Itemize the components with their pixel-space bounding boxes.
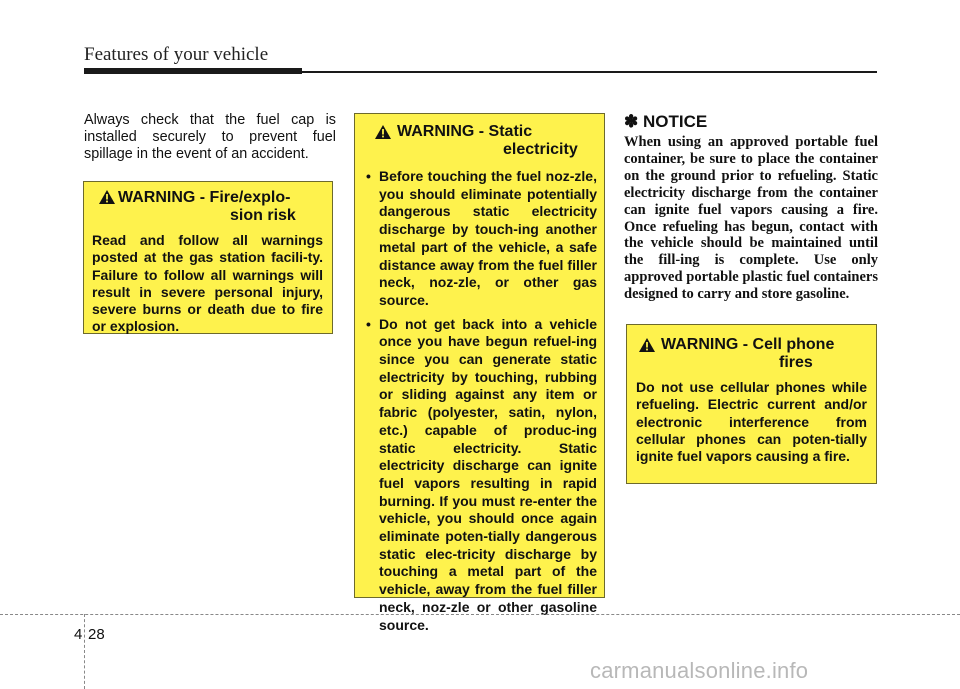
footer-rule — [0, 614, 960, 615]
warning-static-header — [363, 123, 597, 159]
warning-box-phone — [626, 324, 877, 484]
warning-fire-title-line1: - Fire/explo- — [199, 189, 291, 206]
warning-phone-body: Do not use cellular phones while refueling. Electric current and/or electronic interference from cellular phones can poten-tially ignite fuel vapors causing a fire. — [636, 379, 867, 465]
warning-fire-label: WARNING — [118, 189, 196, 206]
page-section-number: 4 — [74, 626, 83, 643]
notice-body: When using an approved portable fuel container, be sure to place the container on the ground prior to refueling. Static electricity discharge from the container can ignite fuel vapors causing a fire. Once refueling has begun, contact with the vehicle should be maintained until the fill-ing is complete. Use only approved portable plastic fuel containers designed to carry and store gasoline. — [624, 134, 878, 303]
warning-static-item: • Before touching the fuel noz-zle, you should eliminate potentially dangerous static electricity discharge by touch-ing another metal part of the vehicle, a safe distance away from the fuel filler neck, noz-zle, or other gas source. — [363, 168, 597, 310]
warning-phone-title-line2: fires — [779, 354, 813, 371]
warning-static-title-line2: electricity — [503, 141, 578, 158]
intro-paragraph: Always check that the fuel cap is installed securely to prevent fuel spillage in the event of an accident. — [84, 112, 336, 162]
warning-fire-body: Read and follow all warnings posted at the gas station facili-ty. Failure to follow all warnings will result in severe personal injury, severe burns or death due to fire or explosion. — [92, 232, 323, 335]
warning-fire-header — [90, 189, 323, 225]
warning-triangle-icon — [99, 190, 115, 204]
footer-vertical-rule — [84, 614, 85, 689]
warning-phone-label: WARNING — [661, 336, 739, 353]
warning-fire-title-line2: sion risk — [230, 207, 296, 224]
warning-box-static — [354, 113, 605, 633]
warning-static-title-line1: - Static — [478, 123, 533, 140]
watermark: carmanualsonline.info — [590, 658, 809, 683]
warning-static-label: WARNING — [397, 123, 475, 140]
warning-box-fire — [83, 181, 333, 334]
warning-static-list — [363, 168, 597, 634]
warning-triangle-icon — [639, 338, 655, 352]
warning-phone-title-line1: - Cell phone — [742, 336, 835, 353]
warning-static-item: • Do not get back into a vehicle once you have begun refuel-ing since you can generate static electricity by touching, rubbing or sliding against any item or fabric (polyester, satin, nylon, etc.) capable of produc-ing static electricity. Static electricity discharge can ignite fuel vapors resulting in rapid burning. If you must re-enter the vehicle, you should once again eliminate poten-tially dangerous static elec-tricity discharge by touching a metal part of the vehicle, away from the fuel filler neck, noz-zle or other gasoline source. — [363, 316, 597, 635]
warning-triangle-icon — [375, 125, 391, 139]
page-number: 28 — [88, 626, 105, 643]
notice-title: ✽ NOTICE — [624, 112, 708, 131]
header-rule-thin — [302, 71, 877, 73]
page-header-title: Features of your vehicle — [84, 44, 269, 65]
warning-phone-header — [636, 336, 867, 372]
header-rule-thick — [84, 68, 302, 74]
